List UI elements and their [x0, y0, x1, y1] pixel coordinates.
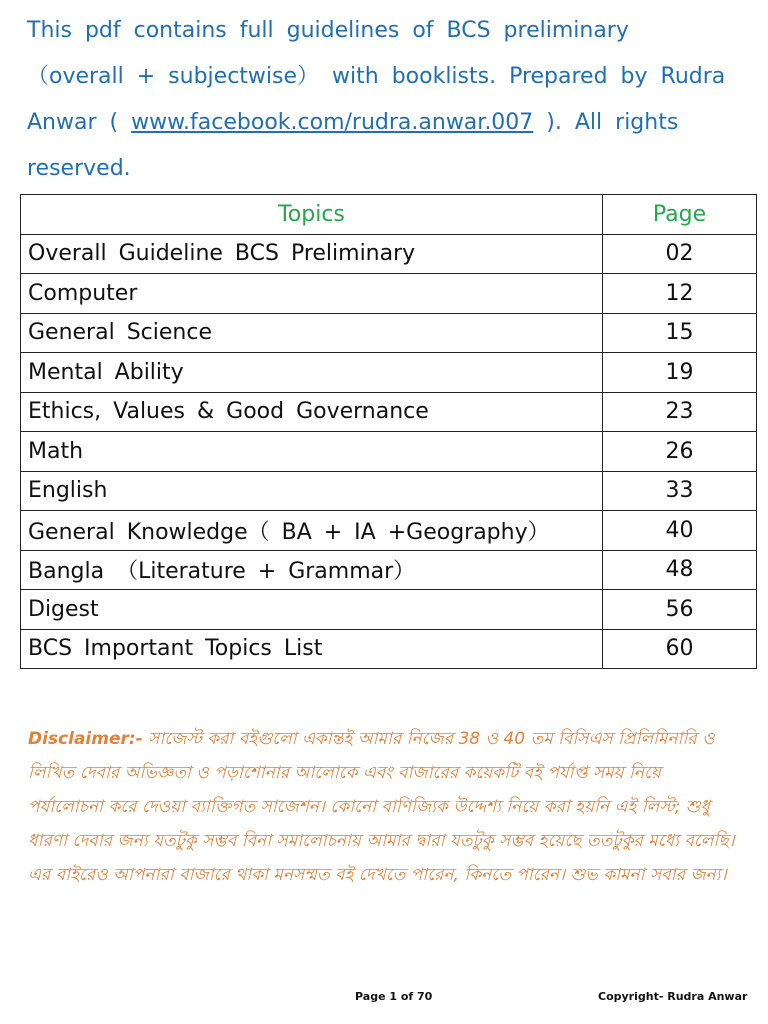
- page-cell: 15: [603, 313, 757, 353]
- page-cell: 26: [603, 432, 757, 472]
- page-cell: 02: [603, 234, 757, 274]
- intro-text-start: This pdf contains full guidelines of BCS preliminary （overall + subjectwise） with booklists. Prepared by Rudra Anwar (: [27, 18, 726, 135]
- page-number: Page 1 of 70: [355, 990, 433, 1003]
- page-cell: 48: [603, 550, 757, 590]
- disclaimer-text: সাজেস্ট করা বইগুলো একান্তই আমার নিজের 38 ও 40 তম বিসিএস প্রিলিমিনারি ও লিখিত দেবার অভিজ্ঞতা ও পড়াশোনার আলোকে এবং বাজারের কয়েকটি বই পর্যাপ্ত সময় নিয়ে পর্যালোচনা করে দেওয়া ব্যাক্তিগত সাজেশন। কোনো বাণিজ্যিক উদ্দেশ্য নিয়ে করা হয়নি এই লিস্ট; শুধু ধারণা দেবার জন্য যতটুকু সম্ভব বিনা সমালোচনায় আমার দ্বারা যতটুকু সম্ভব হয়েছে ততটুকুর মধ্যে বলেছি। এর বাইরেও আপনারা বাজারে থাকা মনসম্মত বই দেখতে পারেন, কিনতে পারেন। শুভ কামনা সবার জন্য।: [28, 729, 735, 885]
- topic-cell: Overall Guideline BCS Preliminary: [21, 234, 603, 274]
- table-header-row: [21, 195, 757, 235]
- page-cell: 19: [603, 353, 757, 393]
- table-row: [21, 313, 757, 353]
- table-row: [21, 432, 757, 472]
- page-cell: 12: [603, 274, 757, 314]
- page-cell: 33: [603, 471, 757, 511]
- page-cell: 56: [603, 590, 757, 630]
- topic-cell: General Knowledge（ BA + IA +Geography）: [21, 511, 603, 551]
- disclaimer-label: Disclaimer:-: [28, 729, 143, 749]
- topic-cell: Ethics, Values & Good Governance: [21, 392, 603, 432]
- table-row: [21, 511, 757, 551]
- table-row: [21, 550, 757, 590]
- topics-header: Topics: [21, 195, 603, 235]
- page-header: Page: [603, 195, 757, 235]
- intro-text-end: ). All rights reserved.: [27, 110, 679, 181]
- table-row: [21, 353, 757, 393]
- intro-paragraph: [27, 8, 727, 192]
- topic-cell: Bangla （Literature + Grammar）: [21, 550, 603, 590]
- page-cell: 23: [603, 392, 757, 432]
- page-cell: 40: [603, 511, 757, 551]
- table-row: [21, 590, 757, 630]
- topic-cell: Computer: [21, 274, 603, 314]
- topic-cell: Math: [21, 432, 603, 472]
- disclaimer-paragraph: [28, 722, 740, 892]
- topic-cell: General Science: [21, 313, 603, 353]
- table-row: [21, 629, 757, 669]
- table-row: [21, 471, 757, 511]
- topics-table: [20, 194, 757, 669]
- table-row: [21, 274, 757, 314]
- topic-cell: BCS Important Topics List: [21, 629, 603, 669]
- topic-cell: English: [21, 471, 603, 511]
- topic-cell: Digest: [21, 590, 603, 630]
- facebook-link[interactable]: www.facebook.com/rudra.anwar.007: [131, 110, 534, 135]
- table-row: [21, 392, 757, 432]
- topic-cell: Mental Ability: [21, 353, 603, 393]
- copyright-notice: Copyright- Rudra Anwar: [598, 990, 748, 1003]
- page-cell: 60: [603, 629, 757, 669]
- table-row: [21, 234, 757, 274]
